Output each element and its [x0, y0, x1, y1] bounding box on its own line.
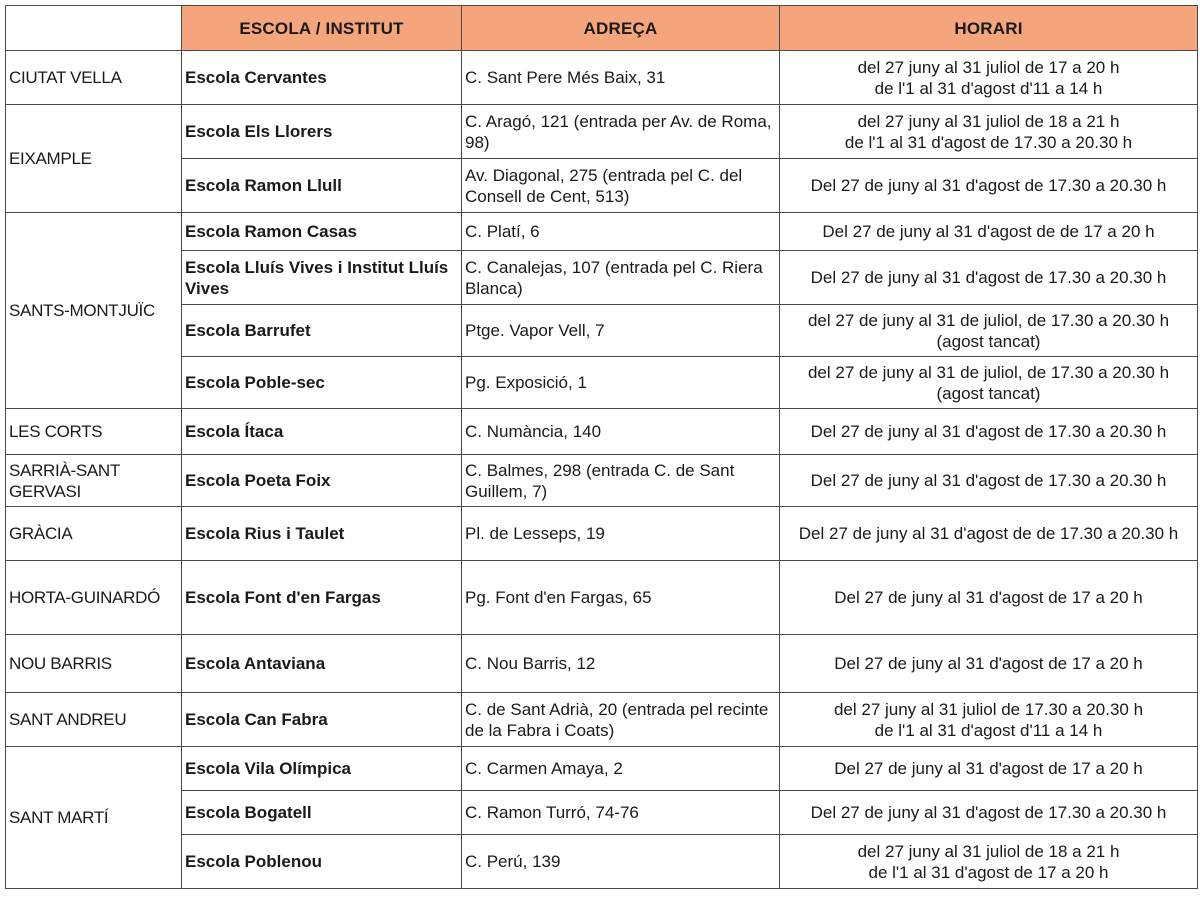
hours-cell	[780, 409, 1198, 455]
school-cell: Escola Poble-sec	[182, 357, 462, 409]
hours-cell	[780, 305, 1198, 357]
hours-line: Del 27 de juny al 31 d'agost de 17.30 a 20.30 h	[810, 268, 1167, 287]
school-cell: Escola Ítaca	[182, 409, 462, 455]
table-row	[6, 747, 1198, 791]
header-address: ADREÇA	[462, 6, 780, 51]
address-cell: C. Ramon Turró, 74-76	[462, 791, 780, 835]
header-hours: HORARI	[780, 6, 1198, 51]
table-row	[6, 791, 1198, 835]
district-cell: CIUTAT VELLA	[6, 51, 182, 105]
address-cell: C. de Sant Adrià, 20 (entrada pel recinte de la Fabra i Coats)	[462, 693, 780, 747]
district-cell: SARRIÀ-SANT GERVASI	[6, 455, 182, 507]
district-cell: NOU BARRIS	[6, 635, 182, 693]
hours-line: del 27 de juny al 31 de juliol, de 17.30 a 20.30 h	[807, 310, 1170, 330]
district-cell: LES CORTS	[6, 409, 182, 455]
header-school: ESCOLA / INSTITUT	[182, 6, 462, 51]
hours-cell	[780, 507, 1198, 561]
address-cell: C. Canalejas, 107 (entrada pel C. Riera Blanca)	[462, 251, 780, 305]
school-cell: Escola Poeta Foix	[182, 455, 462, 507]
school-cell: Escola Poblenou	[182, 835, 462, 889]
hours-cell	[780, 105, 1198, 159]
hours-cell	[780, 747, 1198, 791]
hours-line: de l'1 al 31 d'agost de 17 a 20 h	[868, 862, 1109, 882]
schedule-table-container	[5, 5, 1198, 889]
hours-cell	[780, 251, 1198, 305]
hours-cell	[780, 51, 1198, 105]
hours-line: Del 27 de juny al 31 d'agost de de 17 a 20 h	[822, 222, 1155, 241]
hours-line: del 27 juny al 31 juliol de 18 a 21 h	[857, 111, 1120, 131]
address-cell: C. Balmes, 298 (entrada C. de Sant Guillem, 7)	[462, 455, 780, 507]
school-cell: Escola Antaviana	[182, 635, 462, 693]
hours-line: del 27 de juny al 31 de juliol, de 17.30 a 20.30 h	[807, 362, 1170, 382]
hours-cell	[780, 455, 1198, 507]
address-cell: C. Carmen Amaya, 2	[462, 747, 780, 791]
address-cell: Av. Diagonal, 275 (entrada pel C. del Consell de Cent, 513)	[462, 159, 780, 213]
hours-line: de l'1 al 31 d'agost d'11 a 14 h	[874, 78, 1103, 98]
hours-line: (agost tancat)	[936, 331, 1041, 351]
hours-line: Del 27 de juny al 31 d'agost de 17.30 a 20.30 h	[810, 176, 1167, 195]
address-cell: C. Aragó, 121 (entrada per Av. de Roma, 98)	[462, 105, 780, 159]
district-cell: HORTA-GUINARDÓ	[6, 561, 182, 635]
header-row	[6, 6, 1198, 51]
table-row	[6, 159, 1198, 213]
table-row	[6, 693, 1198, 747]
hours-line: del 27 juny al 31 juliol de 17.30 a 20.30 h	[833, 699, 1144, 719]
hours-line: de l'1 al 31 d'agost de 17.30 a 20.30 h	[844, 132, 1133, 152]
hours-cell	[780, 159, 1198, 213]
district-cell: SANT MARTÍ	[6, 747, 182, 889]
table-row	[6, 51, 1198, 105]
address-cell: C. Nou Barris, 12	[462, 635, 780, 693]
hours-line: (agost tancat)	[936, 383, 1041, 403]
table-row	[6, 507, 1198, 561]
address-cell: Pl. de Lesseps, 19	[462, 507, 780, 561]
table-row	[6, 455, 1198, 507]
district-cell: EIXAMPLE	[6, 105, 182, 213]
schools-schedule-table	[5, 5, 1198, 889]
hours-line: Del 27 de juny al 31 d'agost de 17.30 a 20.30 h	[810, 803, 1167, 822]
table-row	[6, 105, 1198, 159]
table-row	[6, 409, 1198, 455]
school-cell: Escola Rius i Taulet	[182, 507, 462, 561]
hours-cell	[780, 561, 1198, 635]
table-row	[6, 561, 1198, 635]
hours-line: Del 27 de juny al 31 d'agost de 17.30 a 20.30 h	[810, 422, 1167, 441]
school-cell: Escola Lluís Vives i Institut Lluís Vives	[182, 251, 462, 305]
school-cell: Escola Can Fabra	[182, 693, 462, 747]
school-cell: Escola Cervantes	[182, 51, 462, 105]
district-cell: SANTS-MONTJUÏC	[6, 213, 182, 409]
address-cell: Pg. Font d'en Fargas, 65	[462, 561, 780, 635]
corner-cell	[6, 6, 182, 51]
hours-cell	[780, 835, 1198, 889]
school-cell: Escola Bogatell	[182, 791, 462, 835]
hours-line: Del 27 de juny al 31 d'agost de 17 a 20 h	[834, 759, 1143, 778]
address-cell: C. Sant Pere Més Baix, 31	[462, 51, 780, 105]
hours-cell	[780, 791, 1198, 835]
table-row	[6, 305, 1198, 357]
school-cell: Escola Ramon Llull	[182, 159, 462, 213]
school-cell: Escola Font d'en Fargas	[182, 561, 462, 635]
district-cell: GRÀCIA	[6, 507, 182, 561]
address-cell: C. Perú, 139	[462, 835, 780, 889]
school-cell: Escola Vila Olímpica	[182, 747, 462, 791]
hours-line: Del 27 de juny al 31 d'agost de 17 a 20 h	[834, 588, 1143, 607]
table-row	[6, 213, 1198, 251]
hours-line: del 27 juny al 31 juliol de 17 a 20 h	[857, 57, 1120, 77]
address-cell: C. Numància, 140	[462, 409, 780, 455]
school-cell: Escola Els Llorers	[182, 105, 462, 159]
school-cell: Escola Barrufet	[182, 305, 462, 357]
hours-line: Del 27 de juny al 31 d'agost de de 17.30 a 20.30 h	[798, 524, 1179, 543]
hours-cell	[780, 213, 1198, 251]
table-row	[6, 357, 1198, 409]
table-row	[6, 635, 1198, 693]
hours-cell	[780, 357, 1198, 409]
table-row	[6, 251, 1198, 305]
school-cell: Escola Ramon Casas	[182, 213, 462, 251]
district-cell: SANT ANDREU	[6, 693, 182, 747]
hours-line: del 27 juny al 31 juliol de 18 a 21 h	[857, 841, 1120, 861]
address-cell: Pg. Exposició, 1	[462, 357, 780, 409]
hours-cell	[780, 693, 1198, 747]
hours-line: de l'1 al 31 d'agost d'11 a 14 h	[874, 720, 1103, 740]
address-cell: Ptge. Vapor Vell, 7	[462, 305, 780, 357]
address-cell: C. Platí, 6	[462, 213, 780, 251]
hours-line: Del 27 de juny al 31 d'agost de 17.30 a 20.30 h	[810, 471, 1167, 490]
table-row	[6, 835, 1198, 889]
hours-line: Del 27 de juny al 31 d'agost de 17 a 20 h	[834, 654, 1143, 673]
hours-cell	[780, 635, 1198, 693]
